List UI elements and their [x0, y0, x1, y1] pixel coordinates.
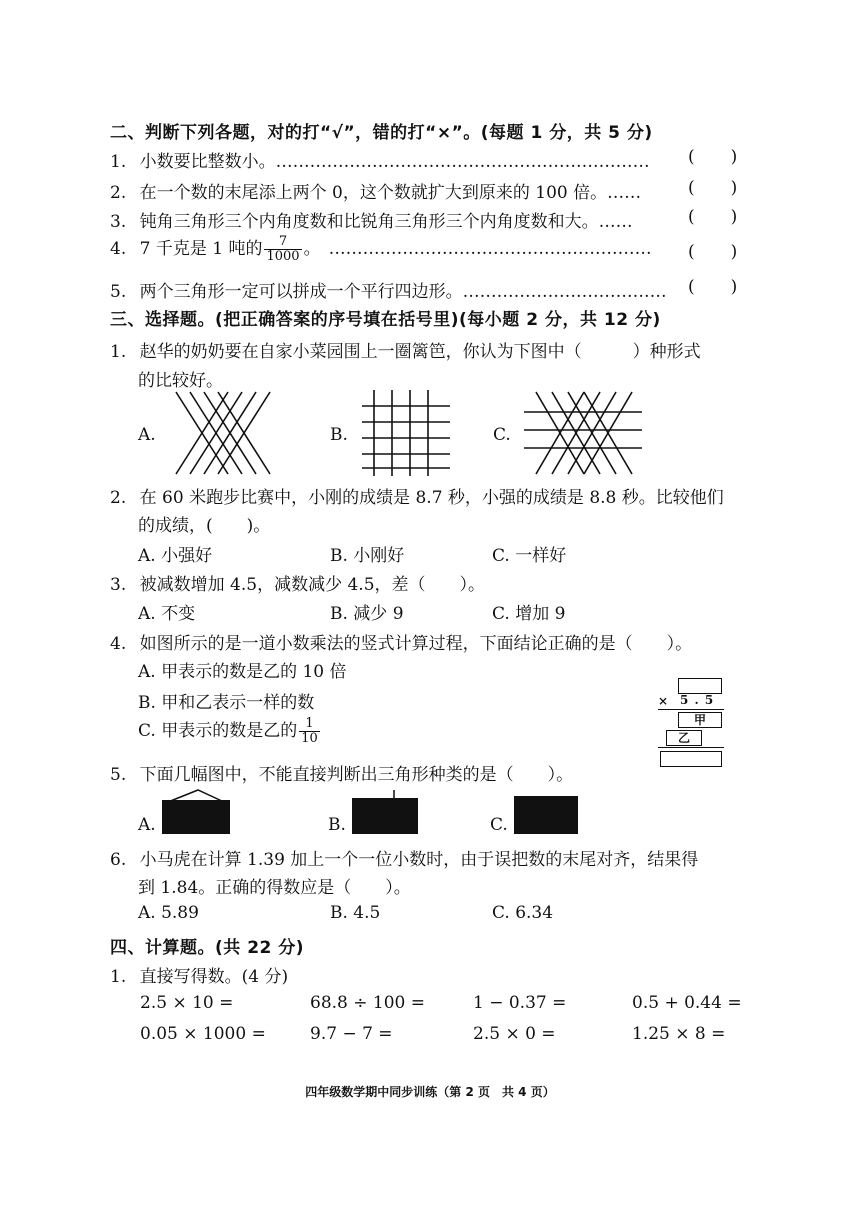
covered-triangle-b	[350, 788, 420, 836]
section-2-title: 二、判断下列各题，对的打“√”，错的打“×”。(每题 1 分，共 5 分)	[110, 123, 653, 143]
vertical-multiplication-diagram	[658, 678, 726, 770]
item-number: 5.	[110, 282, 127, 302]
calc-expression: 0.05 × 1000 =	[140, 1024, 266, 1044]
fraction: $\frac{7}{1000}$	[266, 234, 300, 264]
q4-option-b: B. 甲和乙表示一样的数	[138, 693, 315, 713]
item-text: 小数要比整数小。	[139, 152, 276, 172]
calc-expression: 0.5 + 0.44 =	[632, 993, 742, 1013]
choice-q4-line1: 4. 如图所示的是一道小数乘法的竖式计算过程，下面结论正确的是（ ）。	[110, 634, 693, 654]
q3-option-c: C. 增加 9	[492, 604, 566, 624]
leader-dots: ……	[598, 212, 633, 232]
choice-q3-line1: 3. 被减数增加 4.5，减数减少 4.5，差（ ）。	[110, 575, 486, 595]
answer-paren-3[interactable]: ( )	[688, 207, 738, 227]
judge-item-5	[110, 277, 667, 302]
fence-diagram-a	[168, 388, 278, 478]
q2-option-c: C. 一样好	[492, 546, 567, 566]
item-number: 4.	[110, 239, 127, 259]
calc-expression: 68.8 ÷ 100 =	[310, 993, 425, 1013]
item-number: 6.	[110, 850, 127, 870]
sum-rule	[658, 747, 724, 748]
option-label-a: A.	[138, 425, 156, 445]
result-box	[660, 751, 722, 767]
answer-paren-2[interactable]: ( )	[688, 178, 738, 198]
item-text: 两个三角形一定可以拼成一个平行四边形。	[139, 282, 463, 302]
q4-option-c: C. 甲表示的数是乙的 $\frac{1}{10}$	[138, 716, 318, 746]
leader-dots: ……	[607, 183, 642, 203]
q2-option-a: A. 小强好	[138, 546, 213, 566]
item-text: 7 千克是 1 吨的	[139, 239, 263, 259]
covered-triangle-a	[160, 788, 232, 836]
q6-option-a: A. 5.89	[138, 903, 199, 923]
calc-expression: 1.25 × 8 =	[632, 1024, 726, 1044]
yi-box: 乙	[666, 730, 702, 746]
section-4-title: 四、计算题。(共 22 分)	[110, 938, 305, 958]
q5-label-c: C.	[490, 815, 508, 835]
item-text: 钝角三角形三个内角度数和比锐角三角形三个内角度数和大。	[139, 212, 599, 232]
item-number: 4.	[110, 634, 127, 654]
choice-q6-line2: 到 1.84。正确的得数应是（ ）。	[138, 878, 411, 898]
item-number: 5.	[110, 765, 127, 785]
calc-expression: 2.5 × 0 =	[473, 1024, 556, 1044]
choice-q5-line1: 5. 下面几幅图中，不能直接判断出三角形种类的是（ ）。	[110, 765, 574, 785]
times-sign: ×	[658, 694, 669, 708]
choice-q1-line1: 1. 赵华的奶奶要在自家小菜园围上一圈篱笆，你认为下图中（ ）种形式	[110, 342, 701, 362]
item-number: 2.	[110, 183, 127, 203]
item-number: 3.	[110, 212, 127, 232]
leader-dots: …………………………………………………………	[275, 152, 650, 172]
judge-item-3	[110, 207, 633, 232]
page-footer: 四年级数学期中同步训练（第 2 页 共 4 页）	[305, 1085, 555, 1099]
calc-expression: 9.7 − 7 =	[310, 1024, 393, 1044]
calc-q1: 1. 直接写得数。(4 分)	[110, 967, 289, 987]
fence-diagram-c	[522, 388, 644, 478]
item-number: 1.	[110, 967, 127, 987]
q6-option-c: C. 6.34	[492, 903, 554, 923]
answer-paren-1[interactable]: ( )	[688, 147, 738, 167]
option-label-c: C.	[493, 425, 511, 445]
judge-item-2	[110, 178, 641, 203]
covered-triangle-c	[512, 794, 580, 836]
calc-expression: 2.5 × 10 =	[140, 993, 234, 1013]
multiplicand-box	[678, 678, 722, 694]
item-number: 2.	[110, 488, 127, 508]
fraction: $\frac{1}{10}$	[301, 716, 318, 746]
item-text: 在一个数的末尾添上两个 0，这个数就扩大到原来的 100 倍。	[139, 183, 608, 203]
choice-q2-line2: 的成绩，( )。	[138, 516, 271, 536]
choice-q2-line1: 2. 在 60 米跑步比赛中，小刚的成绩是 8.7 秒，小强的成绩是 8.8 秒。比较他们	[110, 488, 724, 508]
q2-option-b: B. 小刚好	[330, 546, 405, 566]
fence-diagram-b	[358, 388, 454, 478]
choice-q1-line2: 的比较好。	[138, 371, 223, 391]
q4-option-a: A. 甲表示的数是乙的 10 倍	[138, 662, 347, 682]
calc-expression: 1 − 0.37 =	[473, 993, 567, 1013]
answer-paren-5[interactable]: ( )	[688, 277, 738, 297]
q5-label-b: B.	[328, 815, 346, 835]
option-label-b: B.	[330, 425, 348, 445]
choice-q6-line1: 6. 小马虎在计算 1.39 加上一个一位小数时，由于误把数的末尾对齐，结果得	[110, 850, 699, 870]
jia-box: 甲	[678, 712, 722, 728]
q3-option-a: A. 不变	[138, 604, 196, 624]
item-number: 1.	[110, 342, 127, 362]
q6-option-b: B. 4.5	[330, 903, 381, 923]
multiplier-digits: 5 . 5	[680, 693, 715, 707]
leader-dots: …………………………………………………	[328, 239, 652, 259]
item-number: 3.	[110, 575, 127, 595]
judge-item-1	[110, 147, 650, 172]
judge-item-4: 4. 7 千克是 1 吨的 $\frac{7}{1000}$ 。 …………………………………………………	[110, 234, 652, 264]
answer-paren-4[interactable]: ( )	[688, 242, 738, 262]
leader-dots: ………………………………	[462, 282, 667, 302]
item-number: 1.	[110, 152, 127, 172]
product-rule	[658, 709, 724, 710]
q5-label-a: A.	[138, 815, 156, 835]
q3-option-b: B. 减少 9	[330, 604, 404, 624]
section-3-title: 三、选择题。(把正确答案的序号填在括号里)(每小题 2 分，共 12 分)	[110, 310, 661, 330]
